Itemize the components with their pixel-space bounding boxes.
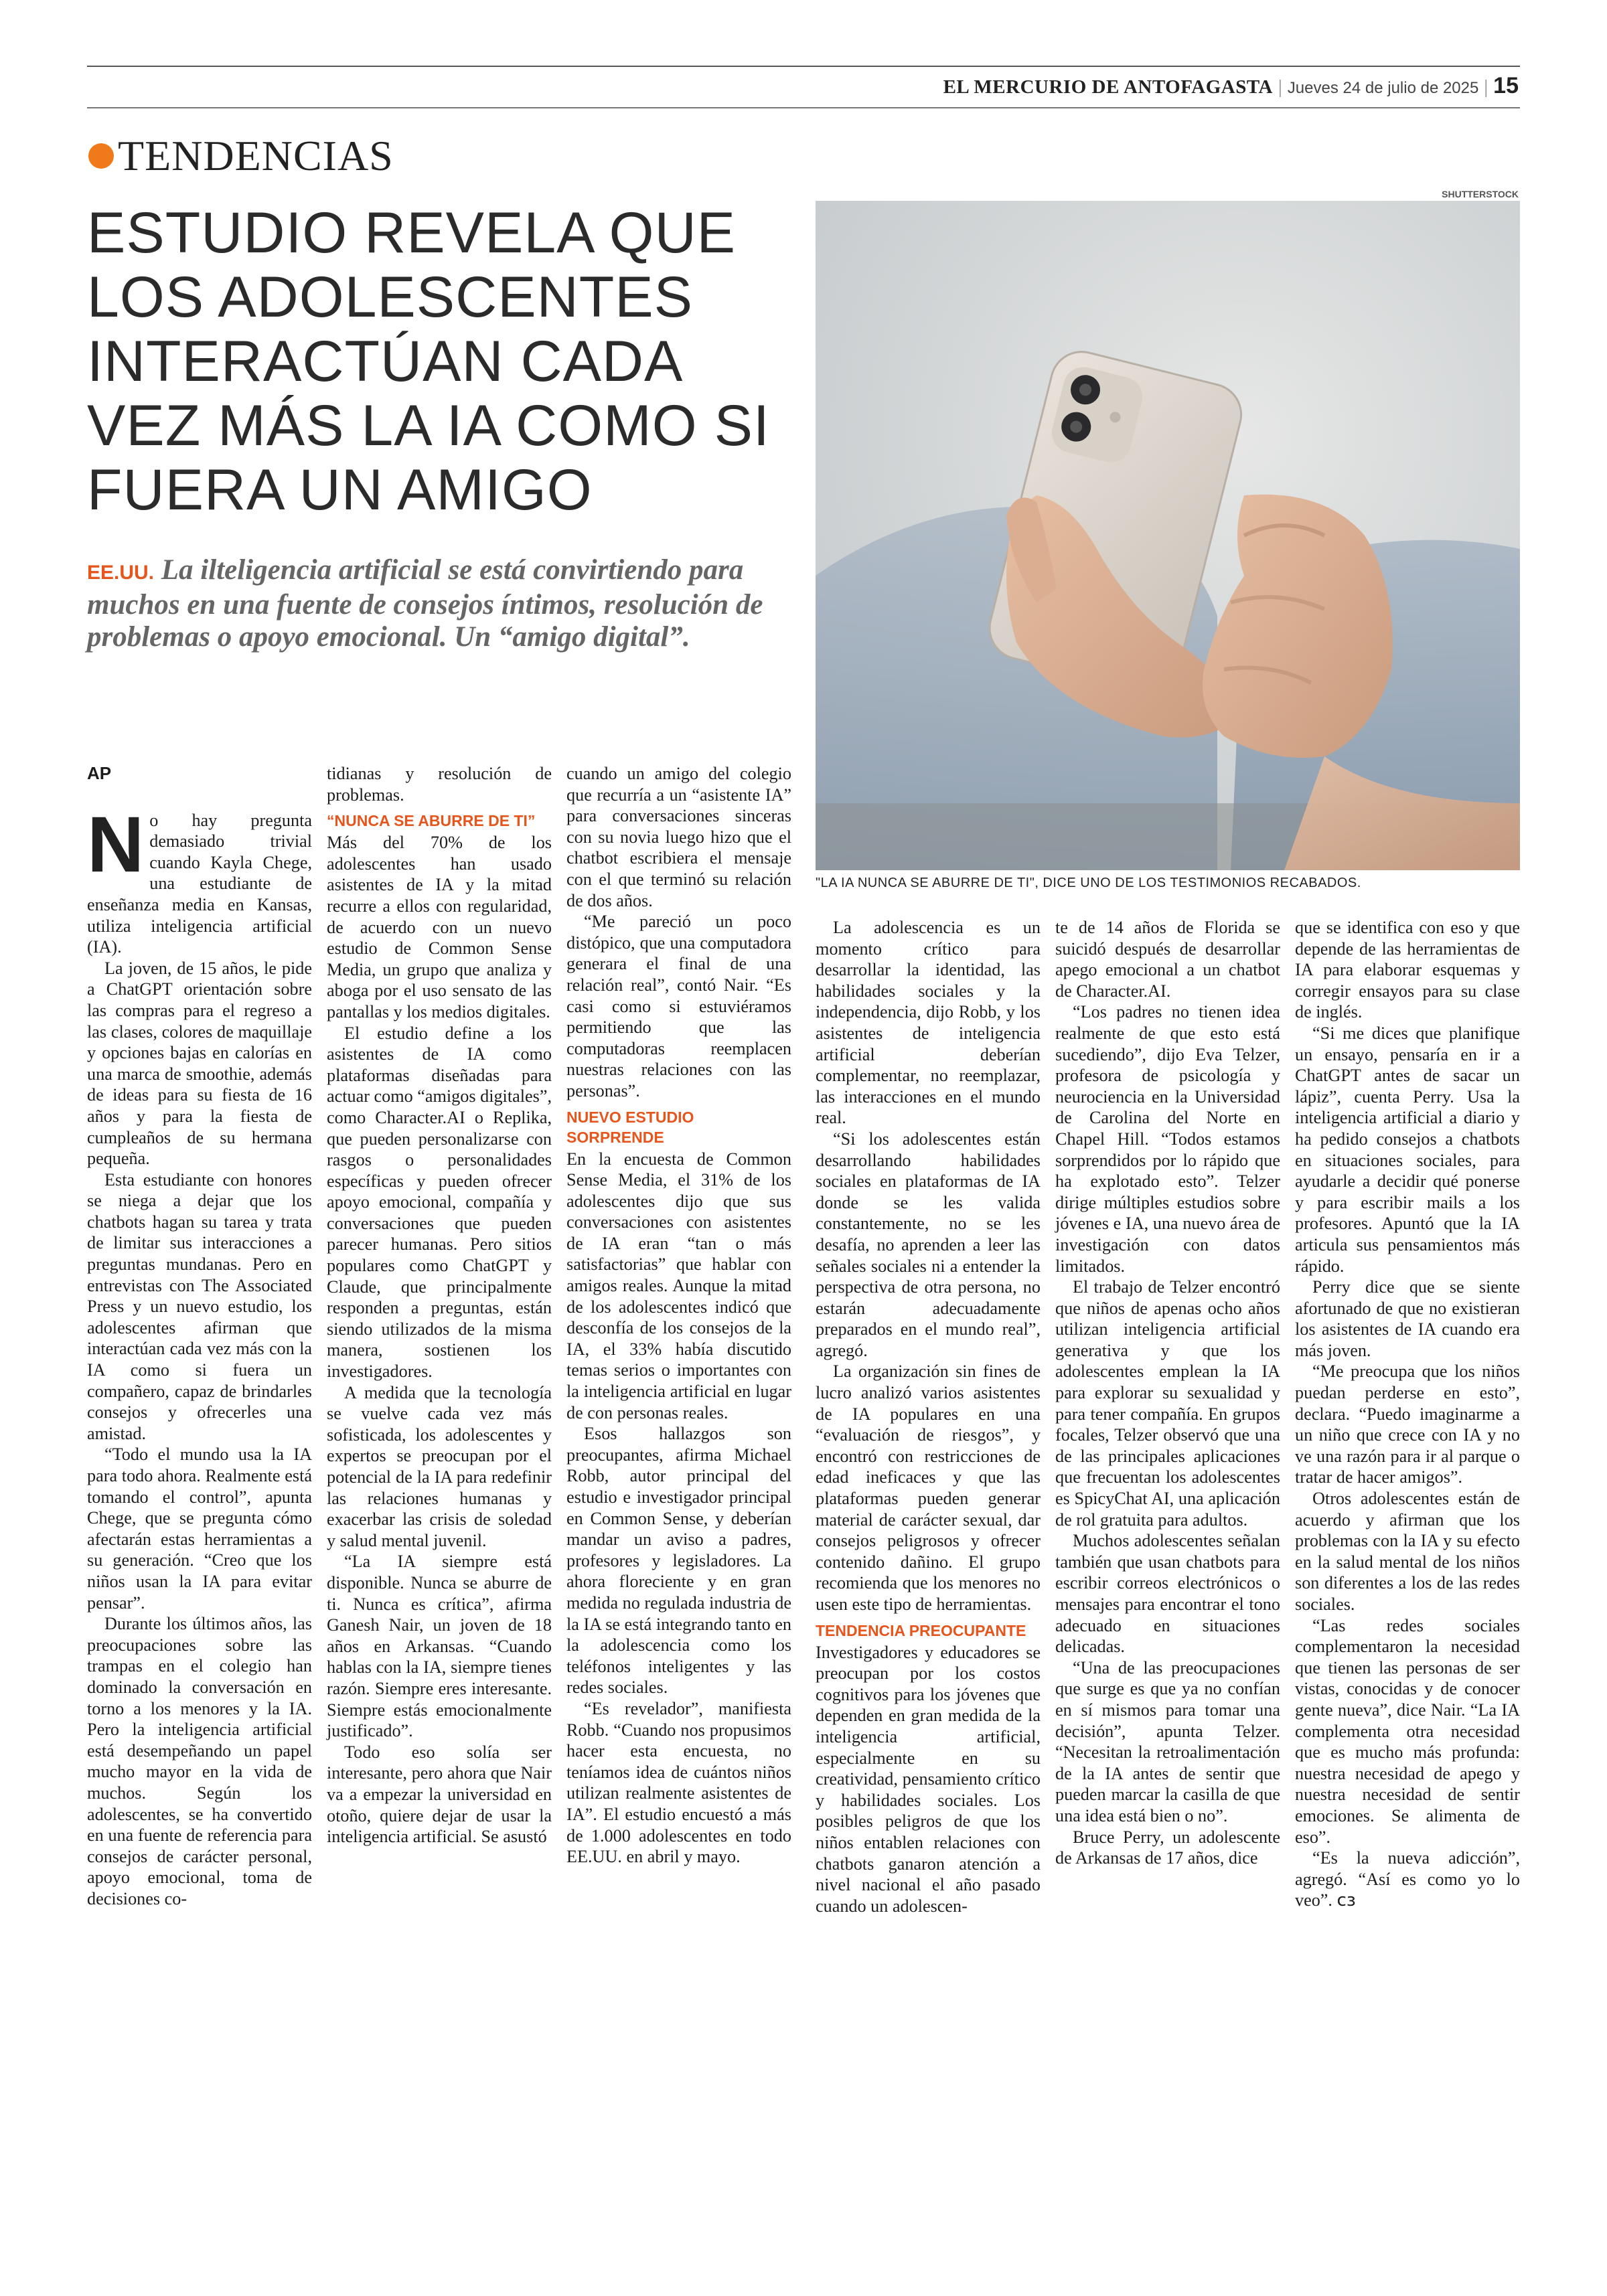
article-column-1 <box>87 763 312 1909</box>
issue-date: Jueves 24 de julio de 2025 <box>1287 79 1479 97</box>
paragraph: “Todo el mundo usa la IA para todo ahora. Realmente está tomando el control”, apunta Chege, que se pregunta cómo afectarán estas herramientas a su generación. “Creo que los niños usan la IA para evitar pensar”. <box>87 1445 312 1613</box>
paragraph: A medida que la tecnología se vuelve cada vez más sofisticada, los adolescentes y expertos se preocupan por el potencial de la IA para redefinir las relaciones humanas y exacerbar las crisis de soledad y salud mental juvenil. <box>327 1382 552 1550</box>
paragraph <box>1295 1848 1520 1912</box>
article-photo <box>816 201 1520 870</box>
paragraph: El estudio define a los asistentes de IA como plataformas diseñadas para actuar como “amigos digitales”, como Character.AI o Replika, que pueden personalizarse con rasgos o personalidades específicas y pueden ofrecer apoyo emocional, compañía y conversaciones que pueden parecer humanas. Pero sitios populares como ChatGPT y Claude, que principalmente responden a preguntas, están siendo utilizados de la misma manera, sostienen los investigadores. <box>327 1023 552 1382</box>
subheading: TENDENCIA PREOCUPANTE <box>816 1621 1026 1639</box>
paragraph: La organización sin fines de lucro analizó varios asistentes de IA populares en una “evaluación de riesgos”, y encontró con restricciones de edad ineficaces y que las plataformas pueden generar material de carácter sexual, dar consejos peligrosos y ofrecer contenido dañino. El grupo recomienda que los menores no usen este tipo de herramientas. <box>816 1362 1041 1614</box>
photo-caption: "LA IA NUNCA SE ABURRE DE TI", DICE UNO DE LOS TESTIMONIOS RECABADOS. <box>816 876 1361 890</box>
paragraph: “La IA siempre está disponible. Nunca se aburre de ti. Nunca es crítica”, afirma Ganesh Nair, un joven de 18 años en Arkansas. “Cuando hablas con la IA, siempre tienes razón. Siempre eres interesante. Siempre estás emocionalmente justificado”. <box>327 1552 552 1741</box>
paragraph: Muchos adolescentes señalan también que usan chatbots para escribir correos electrónicos o mensajes para encontrar el tono adecuado en situaciones delicadas. <box>1055 1531 1280 1657</box>
folio-separator: | <box>1484 76 1488 98</box>
paragraph-text: “Es la nueva adicción”, agregó. “Así es como yo lo veo”. <box>1295 1848 1520 1910</box>
paragraph: El trabajo de Telzer encontró que niños de apenas ocho años utilizan inteligencia artificial generativa y que los adolescentes emplean la IA para explorar su sexualidad y para tener compañía. En grupos focales, Telzer observó que una de las principales aplicaciones que frecuentan los adolescentes es SpicyChat AI, una aplicación de rol gratuita para adultos. <box>1055 1277 1280 1530</box>
article-column-2 <box>327 763 552 1848</box>
photo-credit: SHUTTERSTOCK <box>1442 189 1519 199</box>
paragraph: “Una de las preocupaciones que surge es que ya no confían en sí mismos para tomar una decisión”, apunta Telzer. “Necesitan la retroalimentación de la IA antes de sentir que pueden marcar la casilla de que una idea está bien o no”. <box>1055 1657 1280 1825</box>
paragraph: “Me preocupa que los niños puedan perderse en esto”, declara. “Puedo imaginarme a un niño que crece con IA y no ve una razón para ir al parque o tratar de hacer amigos”. <box>1295 1362 1520 1487</box>
drop-cap: N <box>87 800 145 889</box>
paragraph: Esos hallazgos son preocupantes, afirma Michael Robb, autor principal del estudio e investigador principal en Common Sense, y deberían mandar un aviso a padres, profesores y legisladores. La ahora floreciente y en gran medida no regulada industria de la IA se está integrando tanto en la adolescencia como los teléfonos inteligentes y las redes sociales. <box>566 1424 791 1698</box>
article-column-6 <box>1295 917 1520 1912</box>
article-column-4 <box>816 917 1041 1916</box>
subheading: NUEVO ESTUDIO SORPRENDE <box>566 1108 694 1146</box>
page-number: 15 <box>1493 73 1519 98</box>
header-rule-bottom <box>87 107 1520 108</box>
paragraph: “Si me dices que planifique un ensayo, pensaría en ir a ChatGPT antes de sacar un lápiz”, cuenta Perry. Usa la inteligencia artificial a diario y ha pedido consejos a chatbots en situaciones sociales, para ayudarle a decidir qué ponerse y para escribir mails a los profesores. Apuntó que la IA articula sus pensamientos más rápido. <box>1295 1023 1520 1276</box>
paragraph: te de 14 años de Florida se suicidó después de desarrollar apego emocional a un chatbot de Character.AI. <box>1055 918 1280 1001</box>
paragraph: La adolescencia es un momento crítico para desarrollar la identidad, las habilidades sociales y la independencia, dijo Robb, y los asistentes de inteligencia artificial deberían complementar, no reemplazar, las interacciones en el mundo real. <box>816 918 1041 1128</box>
paragraph: que se identifica con eso y que depende de las herramientas de IA para elaborar esquemas y corregir ensayos para su clase de inglés. <box>1295 918 1520 1022</box>
lede <box>87 554 763 653</box>
hands-holding-phone-image <box>816 201 1520 870</box>
paragraph: Durante los últimos años, las preocupaciones sobre las trampas en el colegio han dominado la conversación en torno a los menores y la IA. Pero la inteligencia artificial está desempeñando un papel mucho mayor en la vida de muchos. Según los adolescentes, se ha convertido en una fuente de referencia para consejos de carácter personal, apoyo emocional, toma de decisiones co- <box>87 1614 312 1908</box>
byline: AP <box>87 763 112 783</box>
paragraph: “Me pareció un poco distópico, que una computadora generara el final de una relación real”, contó Nair. “Es casi como si estuviéramos permitiendo que las computadoras reemplacen nuestras relaciones con las personas”. <box>566 912 791 1100</box>
paragraph: Bruce Perry, un adolescente de Arkansas de 17 años, dice <box>1055 1827 1280 1868</box>
paragraph: Más del 70% de los adolescentes han usado asistentes de IA y la mitad recurre a ellos con regularidad, de acuerdo con un nuevo estudio de Common Sense Media, un grupo que analiza y aboga por el uso sensato de las pantallas y los medios digitales. <box>327 833 552 1021</box>
article-column-5 <box>1055 917 1280 1869</box>
article-column-3 <box>566 763 791 1868</box>
paragraph: Otros adolescentes están de acuerdo y afirman que los problemas con la IA y su efecto en la salud mental de los niños son diferentes a los de las redes sociales. <box>1295 1489 1520 1614</box>
lede-location-tag: EE.UU. <box>87 562 155 584</box>
paragraph: “Las redes sociales complementaron la necesidad que tienen las personas de ser vistas, conocidas y de conocer gente nueva”, dice Nair. “La IA complementa otra necesidad que es mucho más profunda: nuestra necesidad de apego y nuestra necesidad de sentir emociones. Se alimenta de eso”. <box>1295 1615 1520 1847</box>
paragraph: cuando un amigo del colegio que recurría a un “asistente IA” para conversaciones sinceras con su novia luego hizo que el chatbot escribiera el mensaje con el que terminó su relación de dos años. <box>566 764 791 910</box>
paragraph: Todo eso solía ser interesante, pero ahora que Nair va a empezar la universidad en otoño, quiere dejar de usar la inteligencia artificial. Se asustó <box>327 1742 552 1847</box>
lede-text: La ilteligencia artificial se está convirtiendo para muchos en una fuente de consejos íntimos, resolución de problemas o apoyo emocional. Un “amigo digital”. <box>87 554 763 653</box>
section-label: TENDENCIAS <box>118 132 394 179</box>
paragraph: Esta estudiante con honores se niega a dejar que los chatbots hagan su tarea y trata de limitar sus interacciones a preguntas mundanas. Pero en entrevistas con The Associated Press y un nuevo estudio, los adolescentes afirman que interactúan cada vez más con la IA como si fuera un compañero, capaz de brindarles consejos y ofrecerles una amistad. <box>87 1169 312 1443</box>
newspaper-name: EL MERCURIO DE ANTOFAGASTA <box>943 76 1273 98</box>
paragraph: La joven, de 15 años, le pide a ChatGPT orientación sobre las compras para el regreso a las clases, colores de maquillaje y opciones bajas en calorías en una marca de smoothie, además de ideas para su fiesta de 16 años y para la fiesta de cumpleaños de su hermana pequeña. <box>87 958 312 1169</box>
paragraph: Investigadores y educadores se preocupan por los costos cognitivos para los jóvenes que dependen en gran medida de la inteligencia artificial, especialmente en su creatividad, pensamiento crítico y habilidades sociales. Los posibles peligros de que los niños entablen relaciones con chatbots ganaron atención a nivel nacional el año pasado cuando un adolescen- <box>816 1642 1041 1916</box>
folio-separator: | <box>1278 76 1282 98</box>
paragraph: tidianas y resolución de problemas. <box>327 764 552 805</box>
end-mark-icon: ᴄɜ <box>1336 1890 1356 1911</box>
paragraph: “Los padres no tienen idea realmente de que esto está sucediendo”, dijo Eva Telzer, profesora de psicología y neurociencia en la Universidad de Carolina del Norte en Chapel Hill. “Todos estamos sorprendidos por lo rápido que ha explotado esto”. Telzer dirige múltiples estudios sobre jóvenes e IA, una nuevo área de investigación con datos limitados. <box>1055 1002 1280 1276</box>
section-tag <box>88 133 394 179</box>
paragraph: Perry dice que se siente afortunado de que no existieran los asistentes de IA cuando era más joven. <box>1295 1277 1520 1360</box>
subheading: “NUNCA SE ABURRE DE TI” <box>327 812 536 830</box>
headline: ESTUDIO REVELA QUE LOS ADOLESCENTES INTERACTÚAN CADA VEZ MÁS LA IA COMO SI FUERA UN AMIGO <box>87 201 770 522</box>
paragraph: En la encuesta de Common Sense Media, el 31% de los adolescentes dijo que sus conversaciones con asistentes de IA eran “tan o más satisfactorias” que hablar con amigos reales. Aunque la mitad de los adolescentes indicó que desconfía de los consejos de la IA, el 33% había discutido temas serios o importantes con la inteligencia artificial en lugar de con personas reales. <box>566 1149 791 1422</box>
page-folio <box>943 67 1519 104</box>
paragraph: “Es revelador”, manifiesta Robb. “Cuando nos propusimos hacer esta encuesta, no teníamos idea de cuántos niños utilizan realmente asistentes de IA”. El estudio encuestó a más de 1.000 adolescentes en todo EE.UU. en abril y mayo. <box>566 1698 791 1867</box>
paragraph-text: o hay pregunta demasiado trivial cuando Kayla Chege, una estudiante de enseñanza media en Kansas, utiliza inteligencia artificial (IA). <box>87 810 312 957</box>
paragraph: “Si los adolescentes están desarrollando habilidades sociales en plataformas de IA donde se les valida constantemente, no se les desafía, no aprenden a leer las señales sociales ni a entender la perspectiva de otra persona, no estarán adecuadamente preparados en el mundo real”, agregó. <box>816 1129 1041 1360</box>
section-dot-icon <box>88 143 114 169</box>
paragraph <box>87 800 312 958</box>
